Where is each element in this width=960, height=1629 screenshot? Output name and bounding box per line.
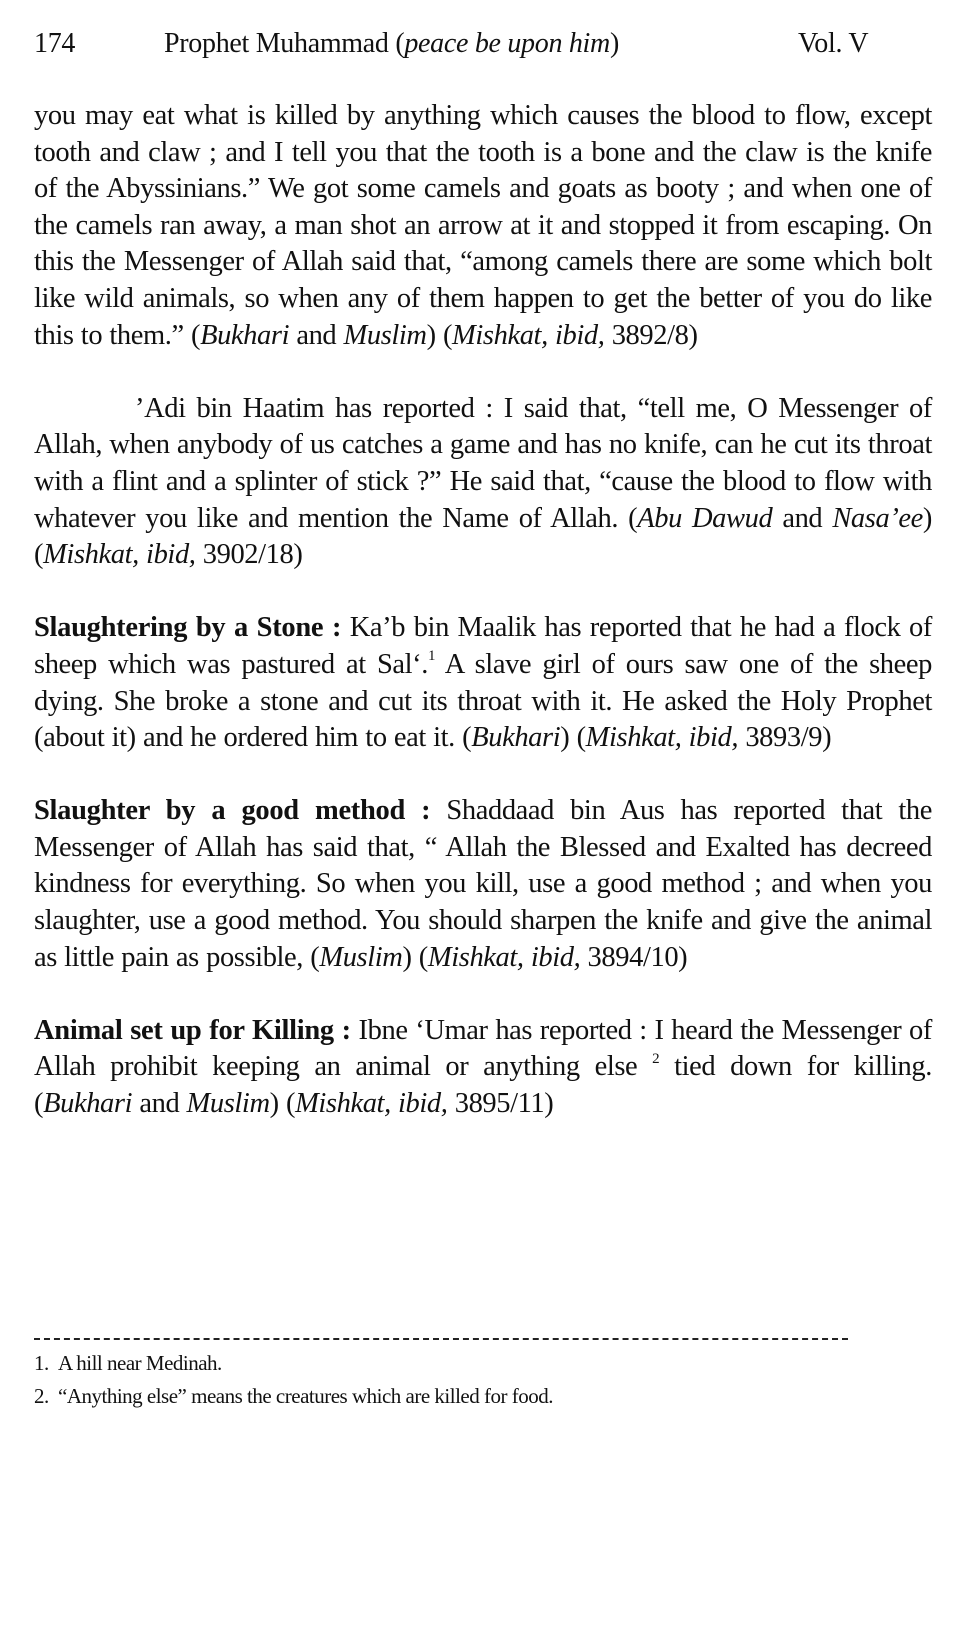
paragraph-text: ’Adi bin Haatim has reported : I said that, “tell me, O Messenger of Allah, when anybody of us catches a game and has no knife, can he cut its throat with a flint and a splinter of stick ?” He said that, “cause the blood to flow with whatever you like and mention the Name of Allah. ( bbox=[34, 392, 932, 534]
paragraph-text: Ibne ‘Umar has reported : I heard the Messenger of Allah prohibit keeping an animal or anything else bbox=[34, 1014, 932, 1083]
reference-number: 3902/18) bbox=[195, 539, 303, 571]
paragraph-adi-bin-haatim bbox=[34, 391, 932, 574]
footnote-2 bbox=[34, 1380, 932, 1413]
section-heading: Animal set up for Killing : bbox=[34, 1014, 351, 1046]
paragraph-good-method bbox=[34, 793, 932, 976]
body-text bbox=[34, 98, 932, 1123]
footnote-number: 1. bbox=[34, 1351, 49, 1375]
source-citation: Muslim bbox=[319, 941, 403, 973]
footnotes bbox=[34, 1347, 932, 1413]
footnote-text: “Anything else” means the creatures which are killed for food. bbox=[58, 1384, 553, 1408]
connector-text: ) ( bbox=[426, 319, 453, 351]
section-heading: Slaughtering by a Stone : bbox=[34, 612, 342, 644]
page-number: 174 bbox=[34, 28, 76, 59]
footnote-text: A hill near Medinah. bbox=[58, 1351, 222, 1375]
footnote-separator bbox=[34, 1338, 848, 1340]
source-citation: Muslim bbox=[343, 319, 427, 351]
paragraph-text: A slave girl of ours saw one of the sheep dying. She broke a stone and cut its throat with it. He asked the Holy Prophet (about it) and he ordered him to eat it. ( bbox=[34, 648, 932, 754]
reference-citation: Mishkat, ibid, bbox=[43, 539, 196, 571]
volume-label: Vol. V bbox=[798, 28, 869, 59]
reference-citation: Mishkat, ibid, bbox=[427, 941, 581, 973]
footnote-number: 2. bbox=[34, 1384, 49, 1408]
connector-text: and bbox=[132, 1088, 187, 1120]
connector-text: and bbox=[289, 319, 344, 351]
source-citation: Abu Dawud bbox=[637, 502, 773, 534]
source-citation: Muslim bbox=[186, 1088, 270, 1120]
paragraph-slaughtering-by-stone bbox=[34, 610, 932, 756]
section-heading: Slaughter by a good method : bbox=[34, 795, 431, 827]
paragraph-animal-set-up bbox=[34, 1013, 932, 1123]
connector-text: ) ( bbox=[269, 1088, 296, 1120]
footnote-ref[interactable]: 2 bbox=[652, 1050, 660, 1067]
source-citation: Nasa’ee bbox=[832, 502, 923, 534]
source-citation: Bukhari bbox=[471, 722, 561, 754]
paragraph-text: Ka’b bin Maalik has reported that he had a flock of sheep which was pastured at Sal‘. bbox=[34, 612, 932, 680]
reference-citation: Mishkat, ibid, bbox=[295, 1088, 448, 1120]
reference-number: 3895/11) bbox=[447, 1088, 554, 1120]
running-header bbox=[34, 24, 932, 64]
source-citation: Bukhari bbox=[43, 1088, 133, 1120]
footnote-ref[interactable]: 1 bbox=[428, 648, 436, 665]
reference-number: 3894/10) bbox=[580, 941, 688, 973]
reference-number: 3892/8) bbox=[604, 319, 698, 351]
reference-number: 3893/9) bbox=[738, 722, 832, 754]
connector-text: ) ( bbox=[402, 941, 428, 973]
connector-text: ) ( bbox=[560, 722, 586, 754]
reference-citation: Mishkat, ibid, bbox=[452, 319, 605, 351]
paragraph-text: Shaddaad bin Aus has reported that the Messenger of Allah has said that, “ Allah the Blessed and Exalted has decreed kindness for everything. So when you kill, use a good method ; and when you slaughter, use a good method. You should sharpen the knife and give the animal as little pain as possible, ( bbox=[34, 795, 932, 973]
book-title-close: ) bbox=[609, 28, 619, 59]
connector-text: and bbox=[772, 502, 833, 534]
source-citation: Bukhari bbox=[200, 319, 290, 351]
paragraph-text: tied down for killing. ( bbox=[34, 1051, 932, 1120]
paragraph-continued-hadith bbox=[34, 98, 932, 354]
book-title-honorific: peace be upon him bbox=[404, 28, 610, 59]
book-title-main: Prophet Muhammad ( bbox=[164, 28, 405, 59]
paragraph-text: you may eat what is killed by anything which causes the blood to flow, except tooth and claw ; and I tell you that the tooth is a bone and the claw is the knife of the Abyssinians.” We got some camels and goats as booty ; and when one of the camels ran away, a man shot an arrow at it and stopped it from escaping. On this the Messenger of Allah said that, “among camels there are some which bolt like wild animals, so when any of them happen to get the better of you do like this to them.” ( bbox=[34, 100, 932, 351]
book-title bbox=[164, 24, 619, 64]
footnote-1 bbox=[34, 1347, 932, 1380]
connector-text: ) ( bbox=[34, 502, 932, 571]
reference-citation: Mishkat, ibid, bbox=[585, 722, 739, 754]
